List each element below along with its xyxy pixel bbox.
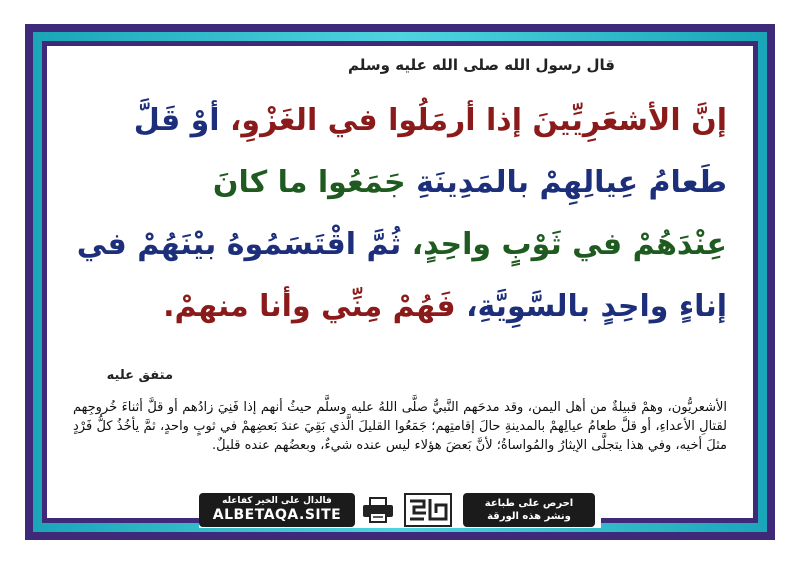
hadith-segment: أوْ قَلَّ [133,103,220,138]
printer-icon [355,493,401,527]
card-frame [25,24,775,540]
hadith-text [73,90,727,338]
print-share-badge [463,493,595,527]
hadith-card [47,46,753,523]
hadith-segment: جَمَعُوا ما كانَ [212,165,406,200]
website-url[interactable]: ALBETAQA.SITE [212,507,342,523]
frame-inner-border [42,41,758,523]
hadith-line-4 [73,276,727,338]
hadith-source: متفق عليه [106,368,173,383]
print-share-line-2: ونشر هذه الورقة [487,511,571,522]
hadith-line-2 [73,152,727,214]
hadith-intro: قال رسول الله صلى الله عليه وسلم [348,56,615,74]
hadith-segment: فَهُمْ مِنِّي وأنا منهمْ. [163,289,456,324]
hadith-line-1 [73,90,727,152]
hadith-segment: عِنْدَهُمْ في ثَوْبٍ واحِدٍ، [401,227,727,262]
commentary-text: الأشعريُّون، وهمْ قبيلةٌ من أهل اليمن، وقد مدحَهم النَّبيُّ صلَّى اللهُ عليه وسلَّم حيثُ أنهم إذا فَنِيَ زادُهم أو قلَّ أثناءَ خُروجِهم لقتالِ الأعداءِ، أو قلَّ طعامُ عيالِهمْ بالمدينةِ حالَ إقامتِهم؛ جَمَعُوا القليلَ الَّذي بَقِيَ عندَ بَعضِهمْ في ثوبٍ واحدٍ، ثمَّ يأخُذُ كلُّ فَرْدٍ مثلَ أخيه، وفي هذا يتجلَّى الإيثارُ والمُواساةُ؛ لأنَّ بَعضَ هؤلاء ليس عنده شيءٌ، وبعضُهم عنده قليلٌ. [73,400,727,453]
website-badge[interactable] [199,493,355,527]
hadith-segment: إناءٍ واحِدٍ بالسَّوِيَّةِ، [455,289,727,324]
hadith-segment: طَعامُ عِيالِهِمْ بالمَدِينَةِ [405,165,727,200]
hadith-line-3 [73,214,727,276]
footer-bar [199,492,601,528]
albetaqa-logo-icon [401,492,455,528]
print-share-line-1: احرص على طباعة [484,498,574,509]
website-tagline: فالدال على الخير كفاعله [222,496,332,506]
hadith-segment: ثُمَّ اقْتَسَمُوهُ بيْنَهُمْ في [76,227,402,262]
hadith-segment: إنَّ الأشعَرِيِّينَ إذا أرمَلُوا في الغَزْوِ، [219,103,727,138]
frame-band [33,32,767,532]
